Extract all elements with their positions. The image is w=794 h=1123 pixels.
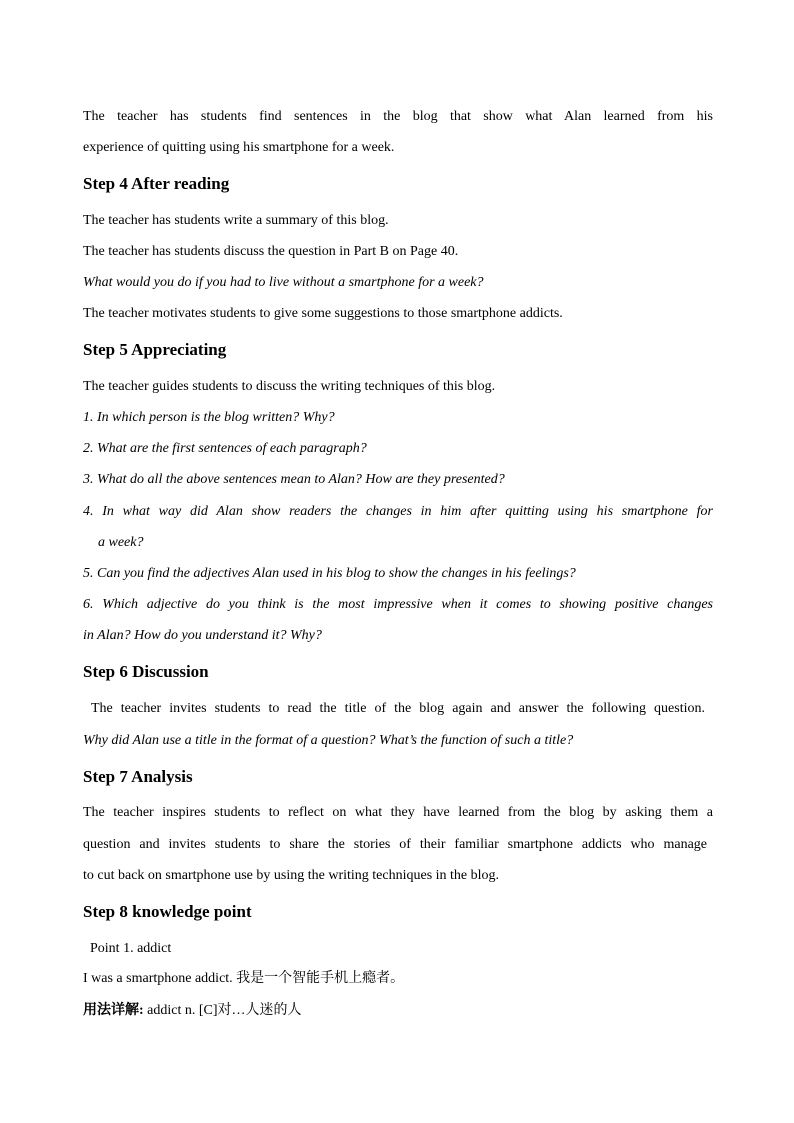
- step7-line-3: to cut back on smartphone use by using the writing techniques in the blog.: [83, 868, 500, 883]
- step8-point: Point 1. addict: [90, 941, 172, 956]
- step7-line-2: question and invites students to share the stories of their familiar smartphone addicts who manage: [83, 837, 707, 852]
- step8-usage: [83, 1001, 713, 1021]
- step8-heading: Step 8 knowledge point: [83, 902, 252, 921]
- step4-paragraph-2: The teacher has students discuss the question in Part B on Page 40.: [83, 244, 459, 259]
- step5-question-6-line-2: in Alan? How do you understand it? Why?: [83, 628, 322, 643]
- step7-heading: Step 7 Analysis: [83, 767, 193, 786]
- step4-heading: Step 4 After reading: [83, 174, 230, 193]
- step5-question-5: 5. Can you find the adjectives Alan used in his blog to show the changes in his feelings?: [83, 566, 576, 581]
- step5-intro: The teacher guides students to discuss the writing techniques of this blog.: [83, 379, 496, 394]
- step5-question-2: 2. What are the first sentences of each paragraph?: [83, 441, 367, 456]
- step5-heading: Step 5 Appreciating: [83, 340, 227, 359]
- step3-text-line-2: experience of quitting using his smartphone for a week.: [83, 140, 395, 155]
- usage-label: 用法详解:: [83, 1003, 144, 1018]
- step8-example: I was a smartphone addict. 我是一个智能手机上瘾者。: [83, 971, 405, 986]
- step5-question-4-line-1: 4. In what way did Alan show readers the changes in him after quitting using his smartphone for: [83, 504, 713, 519]
- step7-line-1: The teacher inspires students to reflect on what they have learned from the blog by asking them a: [83, 805, 713, 820]
- step5-question-1: 1. In which person is the blog written? Why?: [83, 410, 335, 425]
- step6-heading: Step 6 Discussion: [83, 662, 209, 681]
- step4-question: What would you do if you had to live without a smartphone for a week?: [83, 275, 484, 290]
- step5-question-4-line-2: a week?: [98, 535, 144, 550]
- step4-paragraph-1: The teacher has students write a summary of this blog.: [83, 213, 389, 228]
- usage-text: addict n. [C]对…人迷的人: [143, 1003, 302, 1018]
- step4-paragraph-4: The teacher motivates students to give some suggestions to those smartphone addicts.: [83, 306, 563, 321]
- step6-paragraph: The teacher invites students to read the title of the blog again and answer the following question.: [91, 701, 705, 716]
- step6-question: Why did Alan use a title in the format of a question? What’s the function of such a title?: [83, 733, 574, 748]
- step5-question-3: 3. What do all the above sentences mean to Alan? How are they presented?: [83, 472, 505, 487]
- step3-text-line-1: The teacher has students find sentences in the blog that show what Alan learned from his: [83, 109, 713, 124]
- step5-question-6-line-1: 6. Which adjective do you think is the most impressive when it comes to showing positive changes: [83, 597, 713, 612]
